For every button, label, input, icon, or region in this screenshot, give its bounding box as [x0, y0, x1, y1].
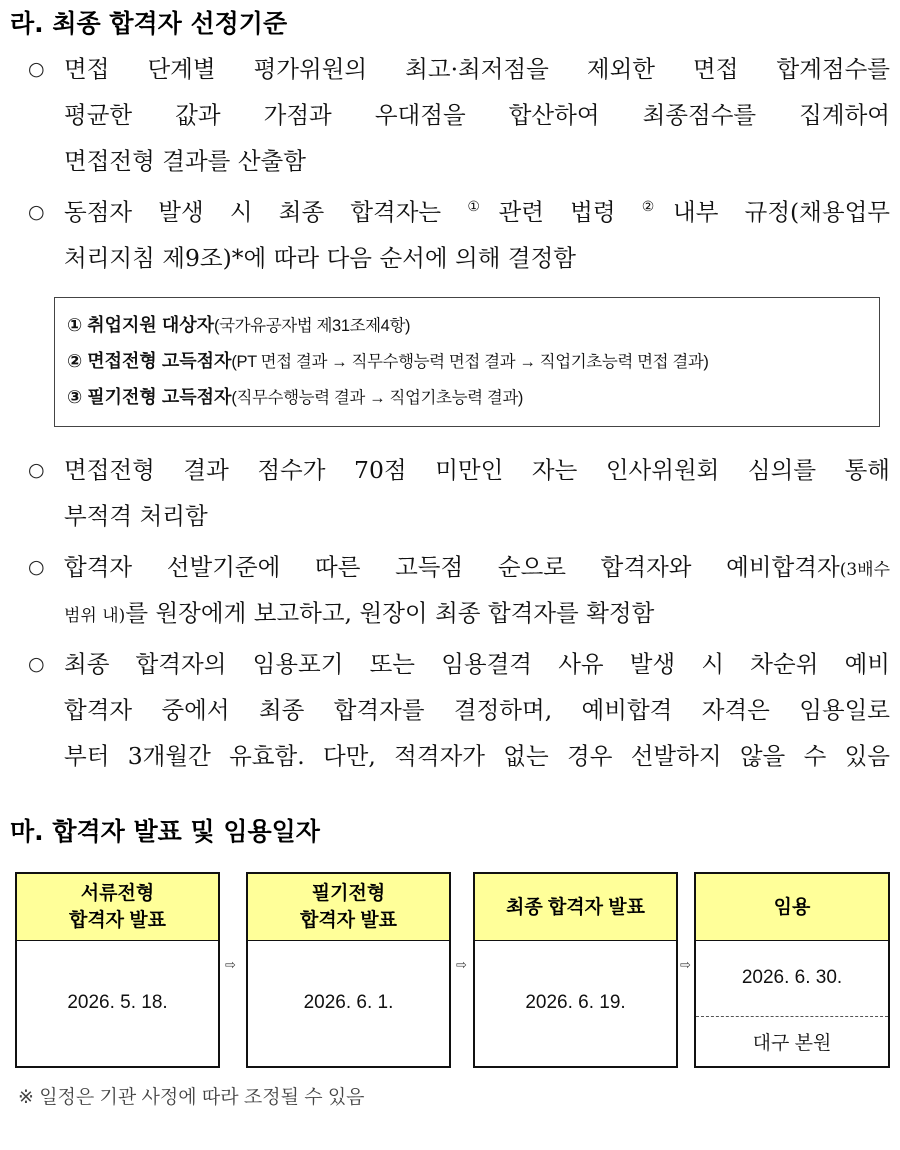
tie-break-priority-box [54, 297, 880, 427]
paragraph-line [64, 189, 890, 235]
text-segment: 를 원장에게 보고하고, 원장이 최종 합격자를 확정함 [125, 599, 655, 627]
text-segment: 내부 규정(채용업무 [673, 198, 890, 226]
priority-number: ① [67, 315, 83, 335]
text-segment: 관련 법령 [498, 198, 642, 226]
paragraph-line: 면접 단계별 평가위원의 최고·최저점을 제외한 면접 합계점수를 [64, 55, 890, 83]
priority-item-2 [67, 346, 709, 376]
text-segment: 합격자 선발기준에 따른 고득점 순으로 합격자와 예비합격자 [64, 553, 840, 581]
priority-item-3 [67, 382, 523, 412]
right-arrow-icon: ⇨ [225, 958, 236, 973]
schedule-step-document-screening [15, 872, 220, 1068]
step-date: 2026. 6. 1. [303, 992, 394, 1013]
priority-title: 필기전형 고득점자 [87, 387, 232, 407]
text-segment: 동점자 발생 시 최종 합격자는 [64, 198, 468, 226]
priority-item-1 [67, 310, 410, 340]
circled-number-1: ① [467, 199, 499, 215]
bullet-icon: ○ [28, 459, 45, 481]
priority-title: 취업지원 대상자 [87, 315, 214, 335]
priority-number: ② [67, 351, 83, 371]
step-location: 대구 본원 [752, 1033, 832, 1054]
section-heading-selection-criteria: 라. 최종 합격자 선정기준 [10, 9, 288, 38]
paragraph-line: 처리지침 제9조)*에 따라 다음 순서에 의해 결정함 [64, 244, 577, 272]
step-title: 최종 합격자 발표 [475, 874, 676, 941]
text-segment-small: 범위 내) [64, 606, 126, 626]
section-heading-announcement-schedule: 마. 합격자 발표 및 임용일자 [10, 817, 320, 846]
bullet-icon: ○ [28, 201, 45, 223]
paragraph-line: 부적격 처리함 [64, 502, 208, 530]
bullet-icon: ○ [28, 58, 45, 80]
schedule-step-final-announcement [473, 872, 678, 1068]
schedule-note: ※ 일정은 기관 사정에 따라 조정될 수 있음 [18, 1087, 365, 1108]
paragraph-line: 합격자 중에서 최종 합격자를 결정하며, 예비합격 자격은 임용일로 [64, 696, 890, 724]
text-segment-small: (3배수 [839, 560, 890, 580]
bullet-icon: ○ [28, 653, 45, 675]
paragraph-line: 평균한 값과 가점과 우대점을 합산하여 최종점수를 집계하여 [64, 101, 890, 129]
priority-detail: (국가유공자법 제31조제4항) [213, 317, 411, 335]
step-title: 임용 [696, 874, 888, 941]
paragraph-line [64, 590, 654, 636]
priority-title: 면접전형 고득점자 [87, 351, 232, 371]
step-date: 2026. 6. 19. [525, 992, 626, 1013]
paragraph-line: 최종 합격자의 임용포기 또는 임용결격 사유 발생 시 차순위 예비 [64, 650, 890, 678]
step-date: 2026. 6. 30. [696, 940, 888, 1017]
priority-detail: (PT 면접 결과 → 직무수행능력 면접 결과 → 직업기초능력 면접 결과) [231, 353, 709, 371]
step-title: 필기전형 합격자 발표 [248, 874, 449, 941]
schedule-step-appointment [694, 872, 890, 1068]
paragraph-line: 부터 3개월간 유효함. 다만, 적격자가 없는 경우 선발하지 않을 수 있음 [64, 742, 890, 770]
right-arrow-icon: ⇨ [456, 958, 467, 973]
step-date: 2026. 5. 18. [67, 992, 168, 1013]
priority-number: ③ [67, 387, 83, 407]
circled-number-2: ② [641, 199, 674, 215]
priority-detail: (직무수행능력 결과 → 직업기초능력 결과) [231, 389, 524, 407]
step-title: 서류전형 합격자 발표 [17, 874, 218, 941]
bullet-icon: ○ [28, 556, 45, 578]
schedule-step-written-exam [246, 872, 451, 1068]
paragraph-line [64, 544, 890, 590]
paragraph-line: 면접전형 결과를 산출함 [64, 147, 306, 175]
right-arrow-icon: ⇨ [680, 958, 691, 973]
paragraph-line: 면접전형 결과 점수가 70점 미만인 자는 인사위원회 심의를 통해 [64, 456, 890, 484]
